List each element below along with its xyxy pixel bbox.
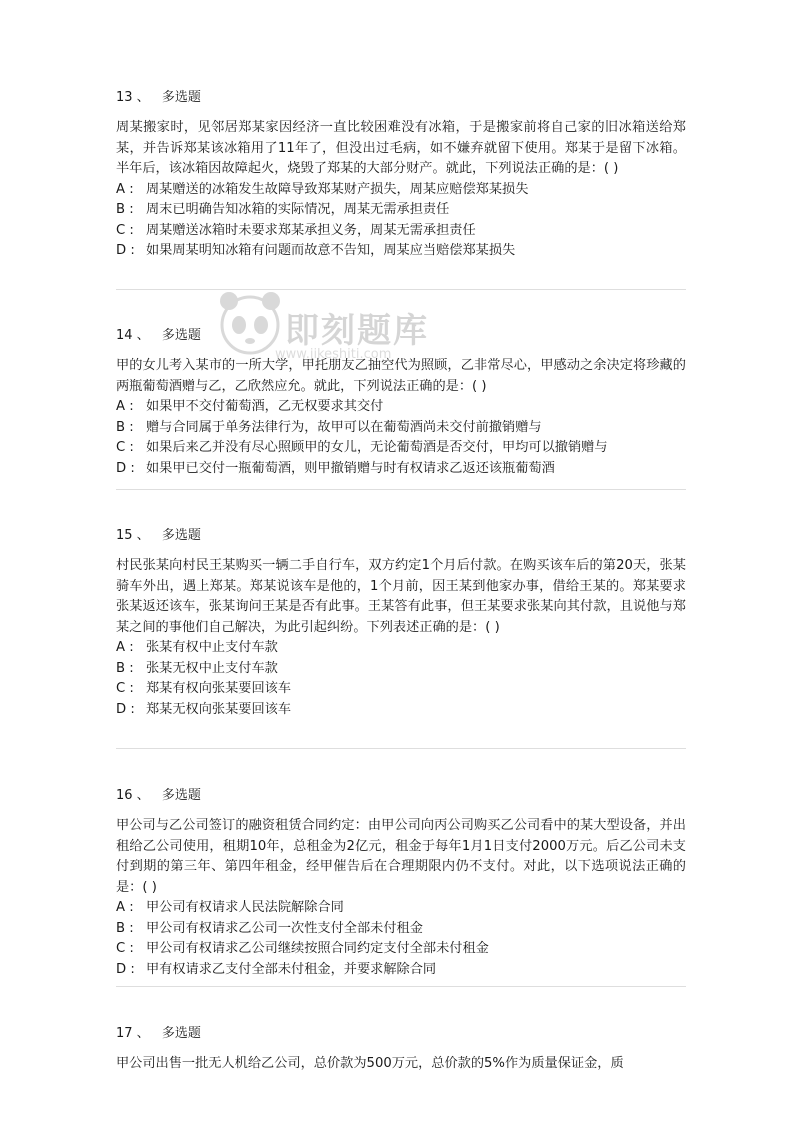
option-c (116, 679, 686, 700)
option-d (116, 960, 686, 981)
divider (116, 986, 686, 987)
option-letter: B : (116, 419, 134, 435)
question-number: 17 、 (116, 1026, 150, 1041)
option-text: 甲公司有权请求乙公司一次性支付全部未付租金 (146, 920, 423, 936)
question-stem: 甲公司与乙公司签订的融资租赁合同约定：由甲公司向丙公司购买乙公司看中的某大型设备，并出租给乙公司使用，租期10年，总租金为2亿元，租金于每年1月1日支付2000万元。后乙公司未支付到期的第三年、第四年租金，经甲催告后在合理期限内仍不支付。对此，以下选项说法正确的是：( ) (116, 818, 686, 895)
option-a (116, 397, 686, 418)
option-text: 如果后来乙并没有尽心照顾甲的女儿，无论葡萄酒是否交付，甲均可以撤销赠与 (146, 440, 608, 455)
option-letter: C : (116, 222, 134, 238)
question-type: 多选题 (161, 528, 201, 543)
option-text: 甲有权请求乙支付全部未付租金，并要求解除合同 (146, 961, 437, 977)
question-header (116, 88, 686, 108)
option-text: 甲公司有权请求人民法院解除合同 (146, 900, 344, 915)
watermark (215, 285, 429, 395)
option-b (116, 200, 686, 221)
question-stem: 周某搬家时，见邻居郑某家因经济一直比较困难没有冰箱，于是搬家前将自己家的旧冰箱送给郑某，并告诉郑某该冰箱用了11年了，但没出过毛病，如不嫌弃就留下使用。郑某于是留下冰箱。半年后，该冰箱因故障起火，烧毁了郑某的大部分财产。就此，下列说法正确的是：( ) (116, 120, 686, 176)
option-text: 张某无权中止支付车款 (146, 660, 278, 676)
option-letter: D : (116, 961, 135, 977)
option-text: 如果甲不交付葡萄酒，乙无权要求其交付 (146, 399, 384, 414)
question-type: 多选题 (161, 328, 201, 343)
option-text: 如果周某明知冰箱有问题而故意不告知，周某应当赔偿郑某损失 (146, 243, 516, 258)
divider (116, 748, 686, 749)
question-13 (116, 88, 686, 262)
option-letter: A : (116, 900, 134, 915)
option-letter: D : (116, 701, 135, 717)
question-header (116, 526, 686, 546)
option-letter: C : (116, 941, 134, 956)
option-text: 如果甲已交付一瓶葡萄酒，则甲撤销赠与时有权请求乙返还该瓶葡萄酒 (146, 460, 555, 476)
option-letter: A : (116, 399, 134, 414)
question-stem: 甲的女儿考入某市的一所大学，甲托朋友乙抽空代为照顾，乙非常尽心，甲感动之余决定将珍藏的两瓶葡萄酒赠与乙，乙欣然应允。就此，下列说法正确的是：( ) (116, 358, 686, 394)
option-b (116, 418, 686, 439)
question-16 (116, 786, 686, 980)
option-letter: A : (116, 640, 134, 655)
question-header (116, 1024, 686, 1044)
question-stem: 甲公司出售一批无人机给乙公司，总价款为500万元，总价款的5%作为质量保证金，质 (116, 1056, 624, 1071)
option-letter: C : (116, 681, 134, 696)
option-b (116, 659, 686, 680)
option-text: 张某有权中止支付车款 (146, 640, 278, 655)
option-a (116, 180, 686, 201)
question-15 (116, 526, 686, 720)
option-text: 郑某无权向张某要回该车 (146, 701, 292, 717)
question-number: 13 、 (116, 90, 150, 105)
question-type: 多选题 (161, 90, 201, 105)
option-text: 周某赠送的冰箱发生故障导致郑某财产损失，周某应赔偿郑某损失 (146, 181, 529, 197)
question-number: 16 、 (116, 788, 150, 803)
option-b (116, 919, 686, 940)
question-type: 多选题 (161, 1026, 201, 1041)
divider (116, 489, 686, 490)
option-d (116, 459, 686, 480)
watermark-url: www.jikeshiti.com (275, 347, 392, 362)
option-text: 郑某有权向张某要回该车 (146, 681, 292, 696)
option-letter: B : (116, 920, 134, 936)
option-letter: A : (116, 181, 134, 197)
option-text: 甲公司有权请求乙公司继续按照合同约定支付全部未付租金 (146, 941, 489, 956)
question-type: 多选题 (161, 788, 201, 803)
option-text: 周末已明确告知冰箱的实际情况，周某无需承担责任 (146, 202, 450, 217)
question-number: 14 、 (116, 328, 150, 343)
option-d (116, 241, 686, 262)
option-letter: B : (116, 202, 134, 217)
question-number: 15 、 (116, 528, 150, 543)
question-17 (116, 1024, 686, 1075)
option-c (116, 939, 686, 960)
option-text: 周某赠送冰箱时未要求郑某承担义务，周某无需承担责任 (146, 222, 476, 238)
option-letter: D : (116, 460, 135, 476)
option-text: 赠与合同属于单务法律行为，故甲可以在葡萄酒尚未交付前撤销赠与 (146, 419, 542, 435)
option-d (116, 700, 686, 721)
option-letter: C : (116, 440, 134, 455)
option-letter: D : (116, 243, 135, 258)
watermark-brand: 即刻题库 (285, 311, 429, 351)
option-c (116, 221, 686, 242)
option-a (116, 638, 686, 659)
option-a (116, 898, 686, 919)
option-letter: B : (116, 660, 134, 676)
question-stem: 村民张某向村民王某购买一辆二手自行车，双方约定1个月后付款。在购买该车后的第20天，张某骑车外出，遇上郑某。郑某说该车是他的，1个月前，因王某到他家办事，借给王某的。郑某要求张某返还该车，张某询问王某是否有此事。王某答有此事，但王某要求张某向其付款，且说他与郑某之间的事他们自己解决，为此引起纠纷。下列表述正确的是：( ) (116, 558, 686, 635)
option-c (116, 438, 686, 459)
question-header (116, 786, 686, 806)
